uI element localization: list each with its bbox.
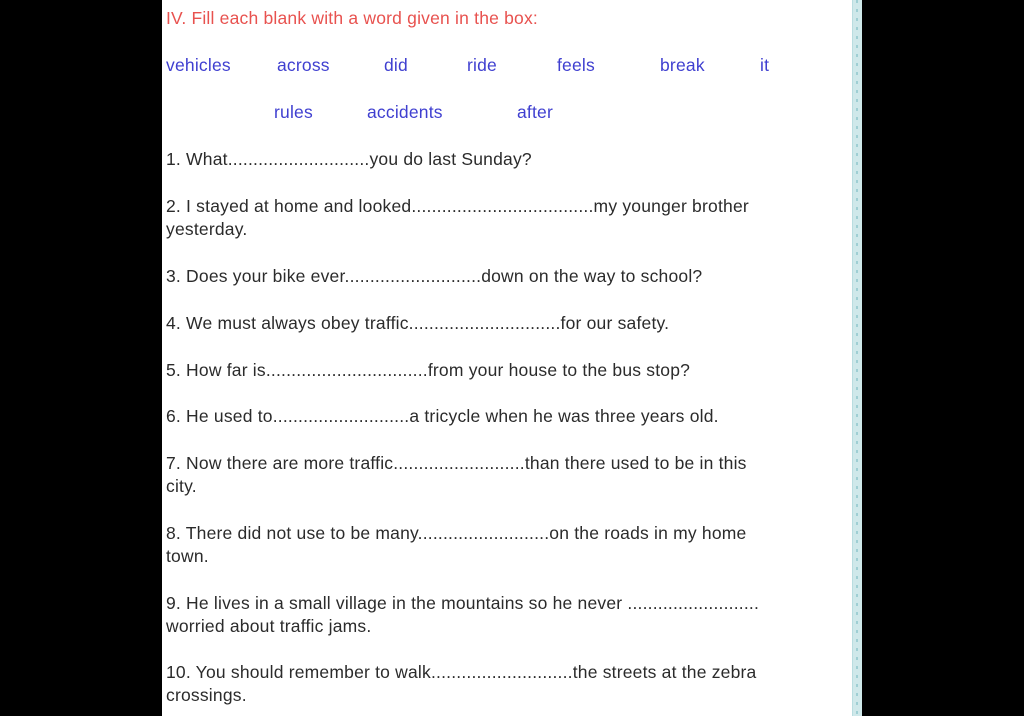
question-9 (166, 592, 858, 638)
question-text: 6. He used to...........................a tricycle when he was three years old. (166, 406, 719, 426)
word-option: rules (274, 102, 313, 122)
page-right-edge (852, 0, 862, 716)
question-10 (166, 661, 858, 707)
question-text-continued: worried about traffic jams. (166, 616, 372, 636)
word-option: accidents (367, 102, 443, 122)
question-6 (166, 405, 858, 428)
exercise-heading: IV. Fill each blank with a word given in the box: (166, 8, 538, 28)
question-text: 1. What............................you do last Sunday? (166, 149, 532, 169)
question-text: 8. There did not use to be many..........................on the roads in my home (166, 523, 747, 543)
question-8 (166, 522, 858, 568)
question-4 (166, 312, 858, 335)
word-option: ride (467, 55, 497, 75)
question-7 (166, 452, 858, 498)
worksheet-page (162, 0, 852, 716)
question-text: 7. Now there are more traffic..........................than there used to be in this (166, 453, 747, 473)
word-option: vehicles (166, 55, 231, 75)
word-option: after (517, 102, 554, 122)
question-2 (166, 195, 858, 241)
question-3 (166, 265, 858, 288)
word-option: break (660, 55, 705, 75)
word-option: did (384, 55, 408, 75)
word-option: feels (557, 55, 595, 75)
question-text: 9. He lives in a small village in the mountains so he never .......................... (166, 593, 760, 613)
question-1 (166, 148, 858, 171)
question-5 (166, 359, 858, 382)
question-text-continued: yesterday. (166, 219, 248, 239)
word-option: it (760, 55, 770, 75)
question-text: 4. We must always obey traffic..............................for our safety. (166, 313, 670, 333)
question-text-continued: crossings. (166, 685, 247, 705)
question-text: 3. Does your bike ever...........................down on the way to school? (166, 266, 703, 286)
question-text: 2. I stayed at home and looked....................................my younger brother (166, 196, 749, 216)
question-text: 5. How far is................................from your house to the bus stop? (166, 360, 691, 380)
question-text-continued: town. (166, 546, 209, 566)
word-option: across (277, 55, 330, 75)
question-text-continued: city. (166, 476, 197, 496)
question-text: 10. You should remember to walk............................the streets at the zebra (166, 662, 757, 682)
